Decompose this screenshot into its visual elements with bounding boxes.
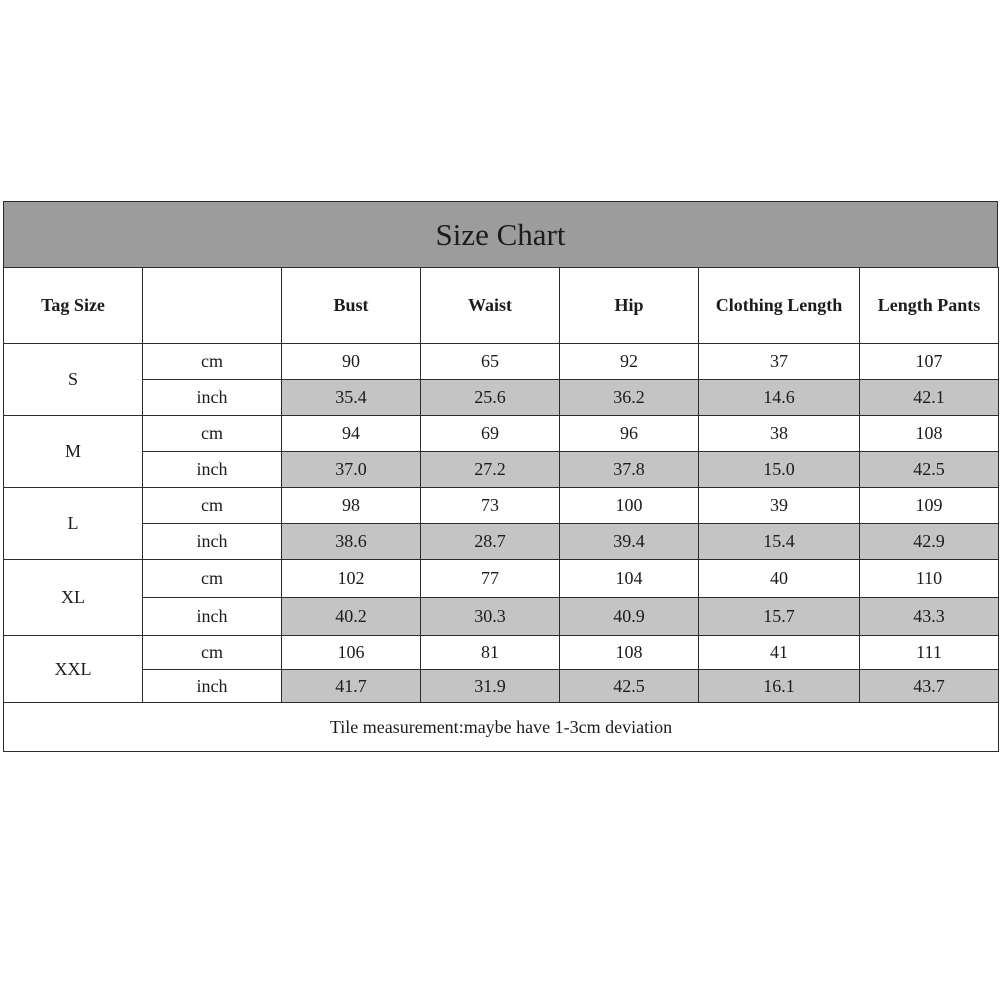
- value-cell: 109: [860, 488, 999, 524]
- value-cell: 37.0: [282, 452, 421, 488]
- value-cell: 37: [699, 344, 860, 380]
- value-cell: 40.9: [560, 598, 699, 636]
- value-cell: 73: [421, 488, 560, 524]
- value-cell: 15.4: [699, 524, 860, 560]
- unit-cell: cm: [143, 344, 282, 380]
- column-header-waist: Waist: [421, 268, 560, 344]
- value-cell: 98: [282, 488, 421, 524]
- value-cell: 40.2: [282, 598, 421, 636]
- table-row: [4, 524, 999, 560]
- unit-cell: cm: [143, 560, 282, 598]
- column-header-tag-size: Tag Size: [4, 268, 143, 344]
- column-header-clothing-length: Clothing Length: [699, 268, 860, 344]
- table-row: [4, 380, 999, 416]
- unit-cell: inch: [143, 670, 282, 703]
- value-cell: 42.9: [860, 524, 999, 560]
- table-row: [4, 488, 999, 524]
- value-cell: 107: [860, 344, 999, 380]
- column-header-length-pants: Length Pants: [860, 268, 999, 344]
- header-row: [4, 268, 999, 344]
- value-cell: 40: [699, 560, 860, 598]
- value-cell: 38: [699, 416, 860, 452]
- value-cell: 69: [421, 416, 560, 452]
- value-cell: 15.0: [699, 452, 860, 488]
- unit-cell: inch: [143, 524, 282, 560]
- tag-size-cell: S: [4, 344, 143, 416]
- column-header-bust: Bust: [282, 268, 421, 344]
- value-cell: 25.6: [421, 380, 560, 416]
- size-chart: [3, 201, 998, 754]
- value-cell: 77: [421, 560, 560, 598]
- value-cell: 110: [860, 560, 999, 598]
- value-cell: 100: [560, 488, 699, 524]
- column-header-hip: Hip: [560, 268, 699, 344]
- unit-cell: cm: [143, 488, 282, 524]
- value-cell: 102: [282, 560, 421, 598]
- note-row: [4, 703, 999, 752]
- value-cell: 43.7: [860, 670, 999, 703]
- column-header-unit: [143, 268, 282, 344]
- value-cell: 42.5: [860, 452, 999, 488]
- size-table: [3, 267, 999, 752]
- table-row: [4, 598, 999, 636]
- value-cell: 16.1: [699, 670, 860, 703]
- value-cell: 42.1: [860, 380, 999, 416]
- unit-cell: inch: [143, 598, 282, 636]
- unit-cell: inch: [143, 380, 282, 416]
- value-cell: 39.4: [560, 524, 699, 560]
- table-row: [4, 636, 999, 670]
- value-cell: 111: [860, 636, 999, 670]
- unit-cell: cm: [143, 636, 282, 670]
- tag-size-cell: XXL: [4, 636, 143, 703]
- table-row: [4, 670, 999, 703]
- value-cell: 15.7: [699, 598, 860, 636]
- value-cell: 41: [699, 636, 860, 670]
- measurement-note: Tile measurement:maybe have 1-3cm deviation: [4, 703, 999, 752]
- value-cell: 106: [282, 636, 421, 670]
- value-cell: 108: [860, 416, 999, 452]
- unit-cell: cm: [143, 416, 282, 452]
- value-cell: 90: [282, 344, 421, 380]
- value-cell: 35.4: [282, 380, 421, 416]
- chart-title: Size Chart: [3, 201, 998, 268]
- value-cell: 31.9: [421, 670, 560, 703]
- tag-size-cell: XL: [4, 560, 143, 636]
- value-cell: 94: [282, 416, 421, 452]
- value-cell: 14.6: [699, 380, 860, 416]
- value-cell: 108: [560, 636, 699, 670]
- value-cell: 38.6: [282, 524, 421, 560]
- value-cell: 104: [560, 560, 699, 598]
- value-cell: 37.8: [560, 452, 699, 488]
- table-row: [4, 452, 999, 488]
- unit-cell: inch: [143, 452, 282, 488]
- value-cell: 30.3: [421, 598, 560, 636]
- value-cell: 92: [560, 344, 699, 380]
- value-cell: 28.7: [421, 524, 560, 560]
- value-cell: 36.2: [560, 380, 699, 416]
- value-cell: 96: [560, 416, 699, 452]
- table-row: [4, 344, 999, 380]
- value-cell: 41.7: [282, 670, 421, 703]
- value-cell: 43.3: [860, 598, 999, 636]
- tag-size-cell: L: [4, 488, 143, 560]
- value-cell: 27.2: [421, 452, 560, 488]
- value-cell: 65: [421, 344, 560, 380]
- tag-size-cell: M: [4, 416, 143, 488]
- value-cell: 42.5: [560, 670, 699, 703]
- value-cell: 39: [699, 488, 860, 524]
- table-row: [4, 416, 999, 452]
- value-cell: 81: [421, 636, 560, 670]
- table-row: [4, 560, 999, 598]
